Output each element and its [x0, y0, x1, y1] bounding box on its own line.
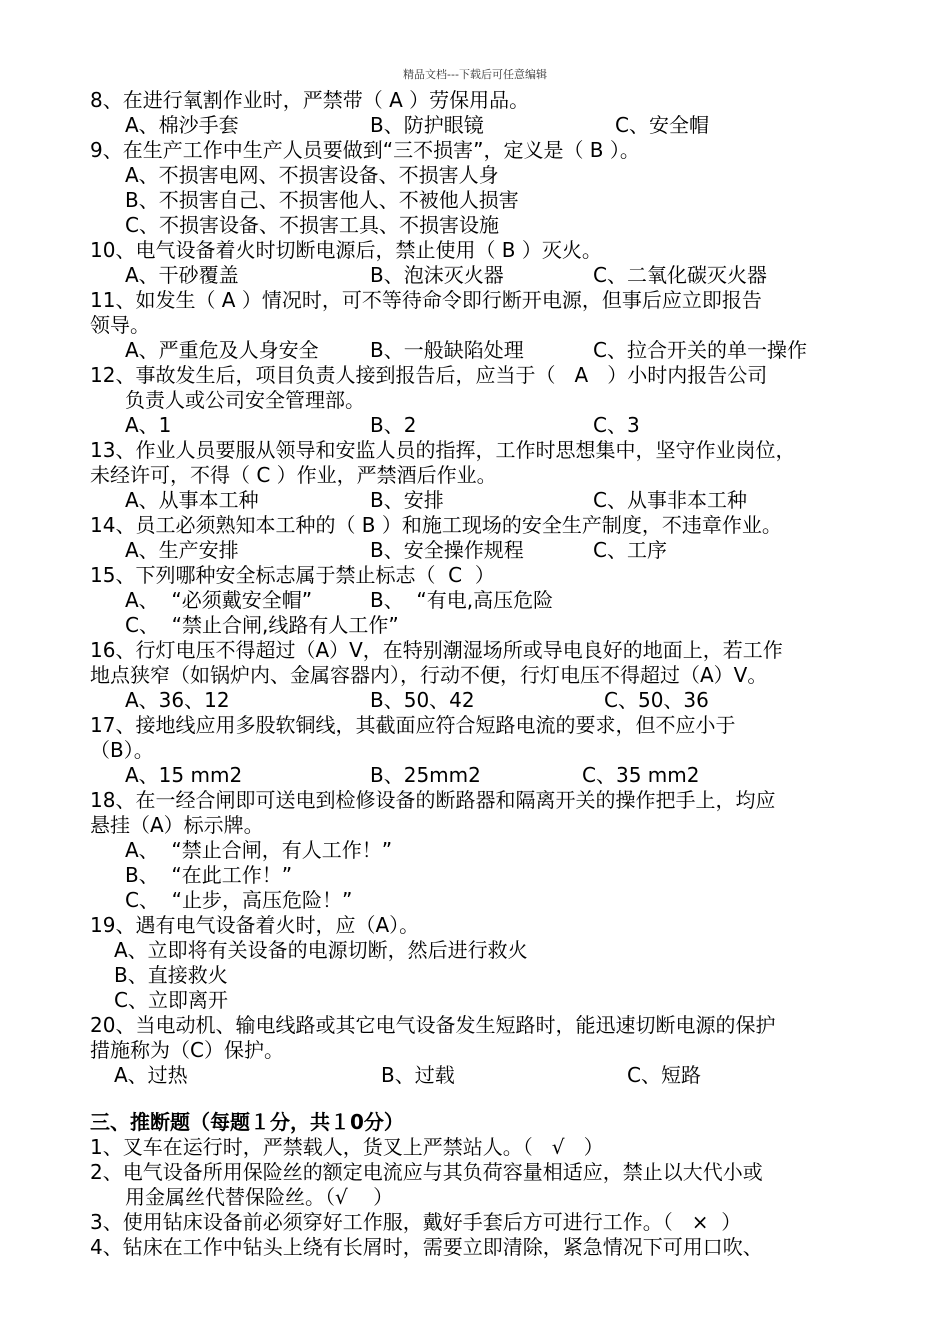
- option-a: A、生产安排: [125, 538, 239, 562]
- option-a: A、不损害电网、不损害设备、不损害人身: [125, 163, 499, 187]
- question-9: 9、在生产工作中生产人员要做到“三不损害”，定义是（ B ）。: [90, 138, 640, 162]
- option-b: B、 “有电,高压危险: [370, 588, 554, 612]
- question-16-cont: 地点狭窄（如锅炉内、金属容器内），行动不便，行灯电压不得超过（A）V。: [90, 663, 768, 687]
- option-b: B、安排: [370, 488, 444, 512]
- question-13-cont: 未经许可，不得（ C ）作业，严禁酒后作业。: [90, 463, 497, 487]
- section-title: 三、推断题（每题１分，共１0分）: [90, 1110, 404, 1134]
- question-16: 16、行灯电压不得超过（A）V，在特别潮湿场所或导电良好的地面上，若工作: [90, 638, 783, 662]
- judgment-2: 2、电气设备所用保险丝的额定电流应与其负荷容量相适应，禁止以大代小或: [90, 1160, 763, 1184]
- question-12-cont: 负责人或公司安全管理部。: [125, 388, 365, 412]
- question-11-cont: 领导。: [90, 313, 150, 337]
- option-a: A、干砂覆盖: [125, 263, 239, 287]
- option-b: B、过载: [381, 1063, 455, 1087]
- question-8: 8、在进行氧割作业时，严禁带（ A ）劳保用品。: [90, 88, 530, 112]
- option-c: C、35 mm2: [582, 763, 700, 787]
- judgment-4: 4、钻床在工作中钻头上绕有长屑时，需要立即清除，紧急情况下可用口吹、: [90, 1235, 763, 1259]
- option-c: C、50、36: [604, 688, 709, 712]
- option-c: C、安全帽: [615, 113, 709, 137]
- question-20-cont: 措施称为（C）保护。: [90, 1038, 284, 1062]
- option-c: C、不损害设备、不损害工具、不损害设施: [125, 213, 499, 237]
- option-b: B、2: [370, 413, 417, 437]
- question-11: 11、如发生（ A ）情况时，可不等待命令即行断开电源，但事后应立即报告: [90, 288, 762, 312]
- question-13: 13、作业人员要服从领导和安监人员的指挥，工作时思想集中，坚守作业岗位，: [90, 438, 796, 462]
- option-a: A、从事本工种: [125, 488, 259, 512]
- question-12: 12、事故发生后，项目负责人接到报告后，应当于（ A ）小时内报告公司: [90, 363, 768, 387]
- option-a: A、严重危及人身安全: [125, 338, 319, 362]
- option-b: B、50、42: [370, 688, 475, 712]
- option-a: A、36、12: [125, 688, 230, 712]
- option-a: A、15 mm2: [125, 763, 243, 787]
- question-18-cont: 悬挂（A）标示牌。: [90, 813, 264, 837]
- question-20: 20、当电动机、输电线路或其它电气设备发生短路时，能迅速切断电源的保护: [90, 1013, 776, 1037]
- option-a: A、1: [125, 413, 172, 437]
- option-b: B、防护眼镜: [370, 113, 484, 137]
- option-b: B、安全操作规程: [370, 538, 524, 562]
- option-c: C、短路: [627, 1063, 701, 1087]
- option-c: C、3: [593, 413, 640, 437]
- judgment-1: 1、叉车在运行时，严禁载人，货叉上严禁站人。（ √ ）: [90, 1135, 604, 1159]
- option-b: B、 “在此工作！”: [125, 863, 293, 887]
- question-15: 15、下列哪种安全标志属于禁止标志（ C ）: [90, 563, 495, 587]
- option-b: B、直接救火: [114, 963, 228, 987]
- option-c: C、拉合开关的单一操作: [593, 338, 807, 362]
- option-c: C、工序: [593, 538, 667, 562]
- question-17-cont: （B）。: [90, 738, 154, 762]
- option-a: A、过热: [114, 1063, 188, 1087]
- option-b: B、一般缺陷处理: [370, 338, 524, 362]
- option-c: C、 “禁止合闸,线路有人工作”: [125, 613, 399, 637]
- page-header: 精品文档---下载后可任意编辑: [403, 68, 547, 81]
- option-a: A、棉沙手套: [125, 113, 239, 137]
- question-17: 17、接地线应用多股软铜线，其截面应符合短路电流的要求，但不应小于: [90, 713, 736, 737]
- option-c: C、二氧化碳灭火器: [593, 263, 767, 287]
- option-c: C、立即离开: [114, 988, 228, 1012]
- option-c: C、 “止步，高压危险！”: [125, 888, 353, 912]
- option-a: A、 “必须戴安全帽”: [125, 588, 313, 612]
- option-b: B、泡沫灭火器: [370, 263, 504, 287]
- question-19: 19、遇有电气设备着火时，应（A）。: [90, 913, 420, 937]
- option-b: B、不损害自己、不损害他人、不被他人损害: [125, 188, 519, 212]
- option-a: A、 “禁止合闸，有人工作！”: [125, 838, 393, 862]
- question-10: 10、电气设备着火时切断电源后，禁止使用（ B ）灭火。: [90, 238, 602, 262]
- option-b: B、25mm2: [370, 763, 481, 787]
- judgment-3: 3、使用钻床设备前必须穿好工作服，戴好手套后方可进行工作。（ × ）: [90, 1210, 742, 1234]
- question-14: 14、员工必须熟知本工种的（ B ）和施工现场的安全生产制度，不违章作业。: [90, 513, 782, 537]
- option-c: C、从事非本工种: [593, 488, 747, 512]
- option-a: A、立即将有关设备的电源切断，然后进行救火: [114, 938, 528, 962]
- judgment-2-cont: 用金属丝代替保险丝。（√ ）: [125, 1185, 394, 1209]
- question-18: 18、在一经合闸即可送电到检修设备的断路器和隔离开关的操作把手上，均应: [90, 788, 776, 812]
